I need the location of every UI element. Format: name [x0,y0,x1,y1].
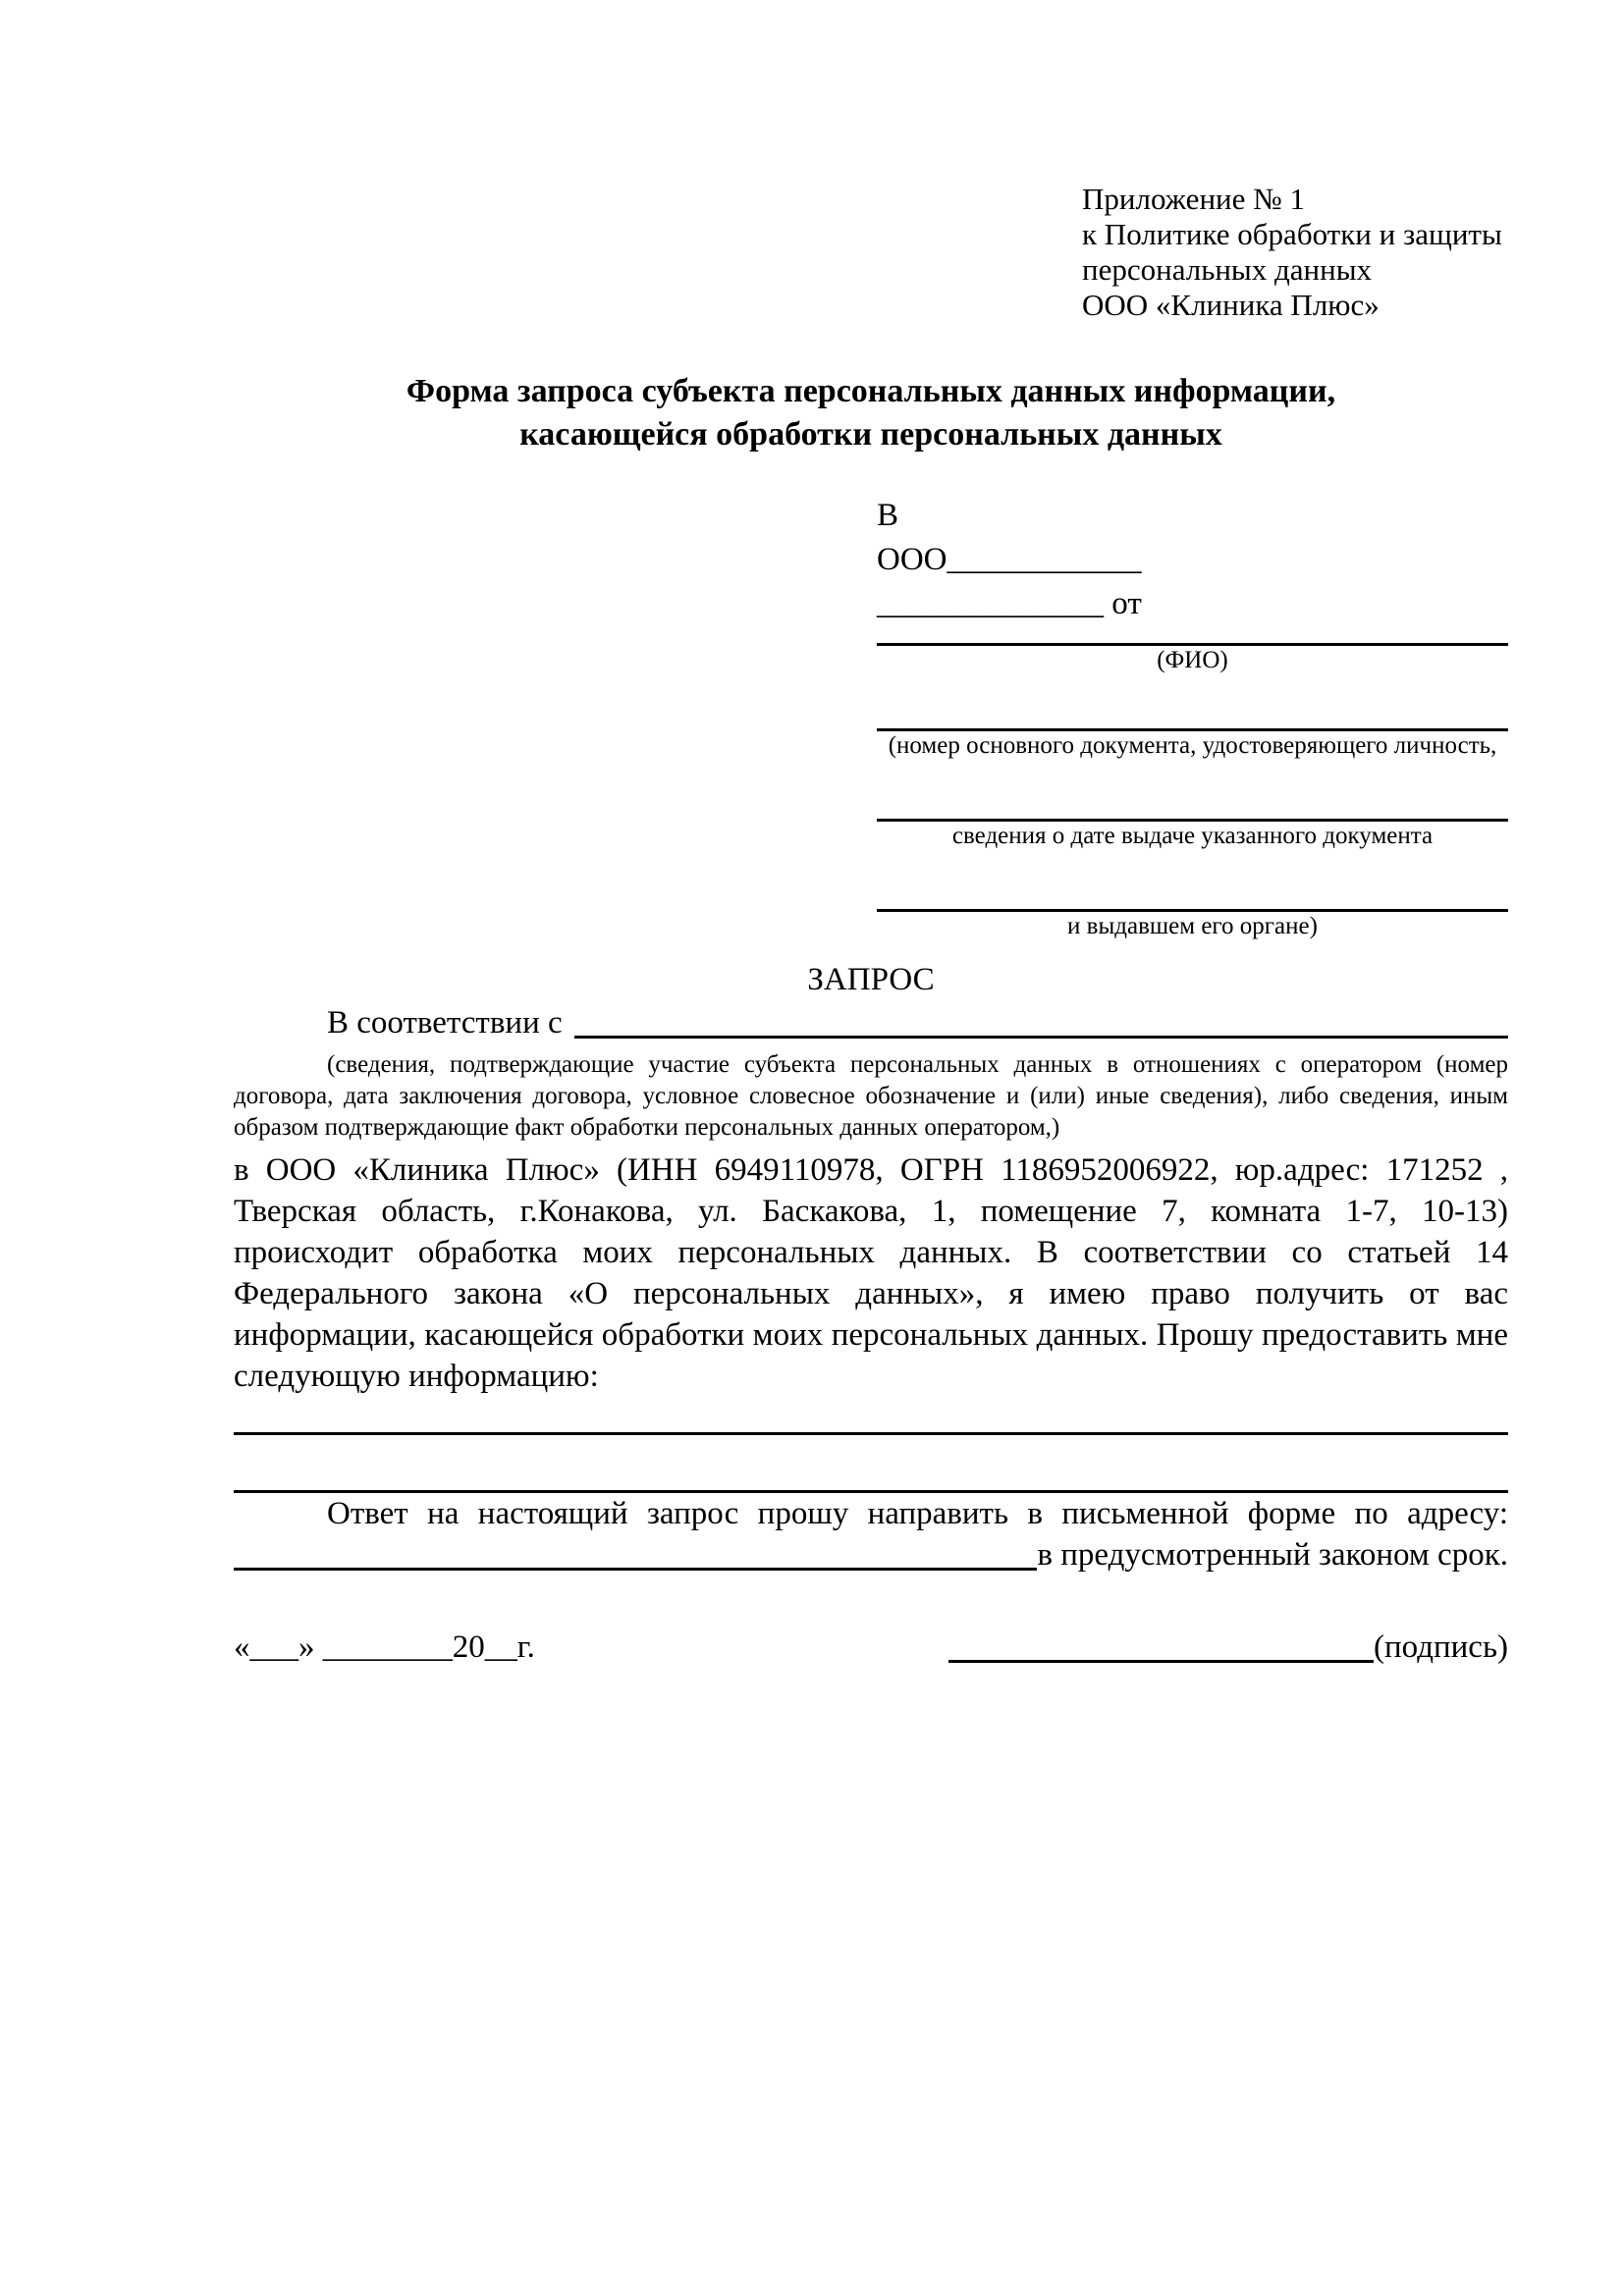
appendix-line-4: ООО «Клиника Плюс» [1082,288,1380,322]
answer-suffix: в предусмотренный законом срок. [1037,1537,1508,1573]
signature-caption: (подпись) [1374,1629,1508,1665]
accordance-row [234,1002,1508,1043]
request-body-line-5: информации, касающейся обработки моих персональных данных. Прошу предоставить мне [234,1317,1508,1353]
appendix-line-1: Приложение № 1 [1082,182,1305,216]
fio-blank-line [877,629,1508,646]
request-body-line-6: следующую информацию: [234,1359,599,1394]
request-heading: ЗАПРОС [807,962,935,997]
info-blank-line-1 [234,1397,1508,1435]
request-body [234,1149,1508,1397]
answer-line: Ответ на настоящий запрос прошу направить в письменной форме по адресу: [327,1496,1508,1531]
form-title [234,370,1508,456]
request-body-line-4: Федерального закона «О персональных данных», я имею право получить от вас [234,1276,1508,1311]
doc-date-caption: сведения о дате выдаче указанного документа [951,823,1434,849]
answer-address-row [234,1534,1508,1575]
info-blank-line-2 [234,1435,1508,1493]
addressee-from-blank: ______________ от [877,586,1142,621]
doc-issuer-blank-line [877,895,1508,912]
addressee-org-blank: ООО____________ [877,542,1142,577]
appendix-line-3: персональных данных [1082,252,1373,287]
appendix-note [1082,182,1508,323]
request-body-line-1: в ООО «Клиника Плюс» (ИНН 6949110978, ОГРН 1186952006922, юр.адрес: 171252 , [234,1152,1508,1188]
signature-field [948,1627,1508,1668]
request-body-line-3: происходит обработка моих персональных данных. В соответствии со статьей 14 [234,1235,1508,1270]
appendix-line-2: к Политике обработки и защиты [1082,217,1502,251]
doc-issuer-caption: и выдавшем его органе) [1067,913,1318,939]
doc-number-blank-line [877,715,1508,731]
signature-blank-line [948,1627,1374,1663]
addressee-to: В [877,498,899,533]
doc-date-blank-line [877,805,1508,822]
request-body-line-2: Тверская область, г.Конакова, ул. Баскакова, 1, помещение 7, комната 1-7, 10-13) [234,1194,1508,1229]
doc-number-field [877,715,1508,761]
doc-issuer-field [877,895,1508,941]
fio-caption: (ФИО) [1157,647,1228,673]
addressee-block [877,494,1508,941]
fio-field [877,629,1508,675]
doc-number-caption: (номер основного документа, удостоверяющего личность, [888,732,1497,759]
date-signature-row [234,1627,1508,1668]
accordance-blank-line [574,1002,1508,1039]
date-blank: «___» ________20__г. [234,1629,535,1665]
note-text: (сведения, подтверждающие участие субъекта персональных данных в отношениях с оператором (номер договора, дата заключения договора, условное словесное обозначение и (или) иные сведения), либо сведения, иным образом подтверждающие факт обработки персональных данных оператором,) [234,1051,1508,1141]
doc-date-field [877,805,1508,851]
form-title-line-1: Форма запроса субъекта персональных данных информации, [406,373,1336,409]
answer-address-blank-line [234,1534,1037,1571]
accordance-prefix: В соответствии с [327,1005,563,1041]
form-title-line-2: касающейся обработки персональных данных [519,416,1222,453]
